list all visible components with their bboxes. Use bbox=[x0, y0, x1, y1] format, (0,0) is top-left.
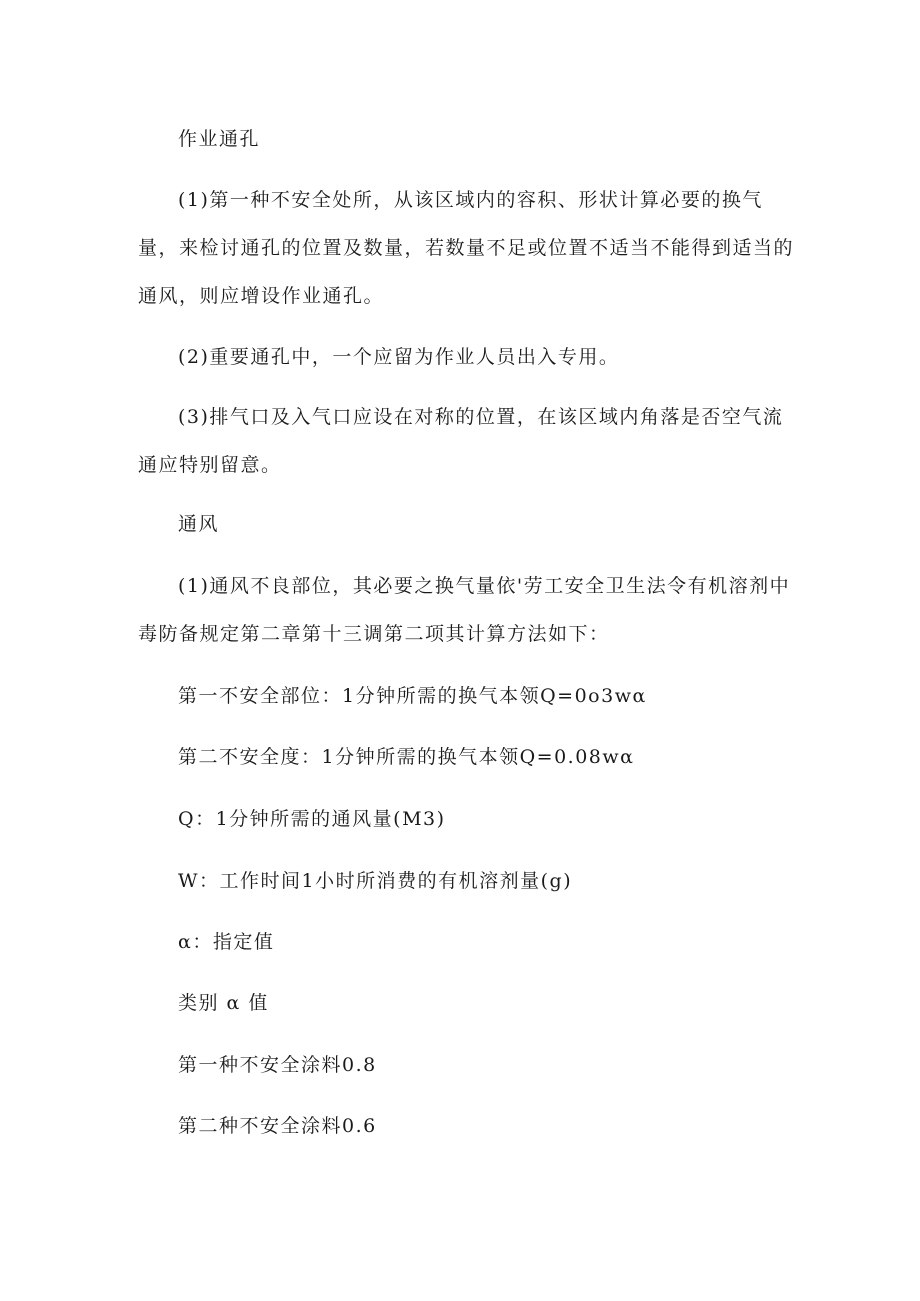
holes-item-3: (3)排气口及入气口应设在对称的位置，在该区域内角落是否空气流通应特别留意。 bbox=[138, 406, 784, 476]
holes-item-1: (1)第一种不安全处所，从该区域内的容积、形状计算必要的换气量，来检讨通孔的位置及数量，若数量不足或位置不适当不能得到适当的通风，则应增设作业通孔。 bbox=[138, 189, 795, 307]
vent-item-1: (1)通风不良部位，其必要之换气量依'劳工安全卫生法令有机溶剂中毒防备规定第二章第十三调第二项其计算方法如下： bbox=[138, 575, 791, 645]
heading-ventilation: 通风 bbox=[178, 513, 220, 535]
holes-item-2: (2)重要通孔中，一个应留为作业人员出入专用。 bbox=[178, 346, 620, 368]
table-header: 类别 α 值 bbox=[178, 992, 269, 1014]
table-row-2: 第二种不安全涂料0.6 bbox=[178, 1115, 377, 1137]
definition-w: W：工作时间1小时所消费的有机溶剂量(g) bbox=[178, 870, 573, 892]
definition-q: Q：1分钟所需的通风量(M3) bbox=[178, 808, 446, 830]
definition-alpha: α：指定值 bbox=[178, 931, 275, 953]
formula-class-2: 第二不安全度：1分钟所需的换气本领Q=0.08wα bbox=[178, 746, 635, 768]
formula-class-1: 第一不安全部位：1分钟所需的换气本领Q=0o3wα bbox=[178, 685, 647, 707]
heading-vent-holes: 作业通孔 bbox=[178, 128, 261, 150]
table-row-1: 第一种不安全涂料0.8 bbox=[178, 1054, 377, 1076]
